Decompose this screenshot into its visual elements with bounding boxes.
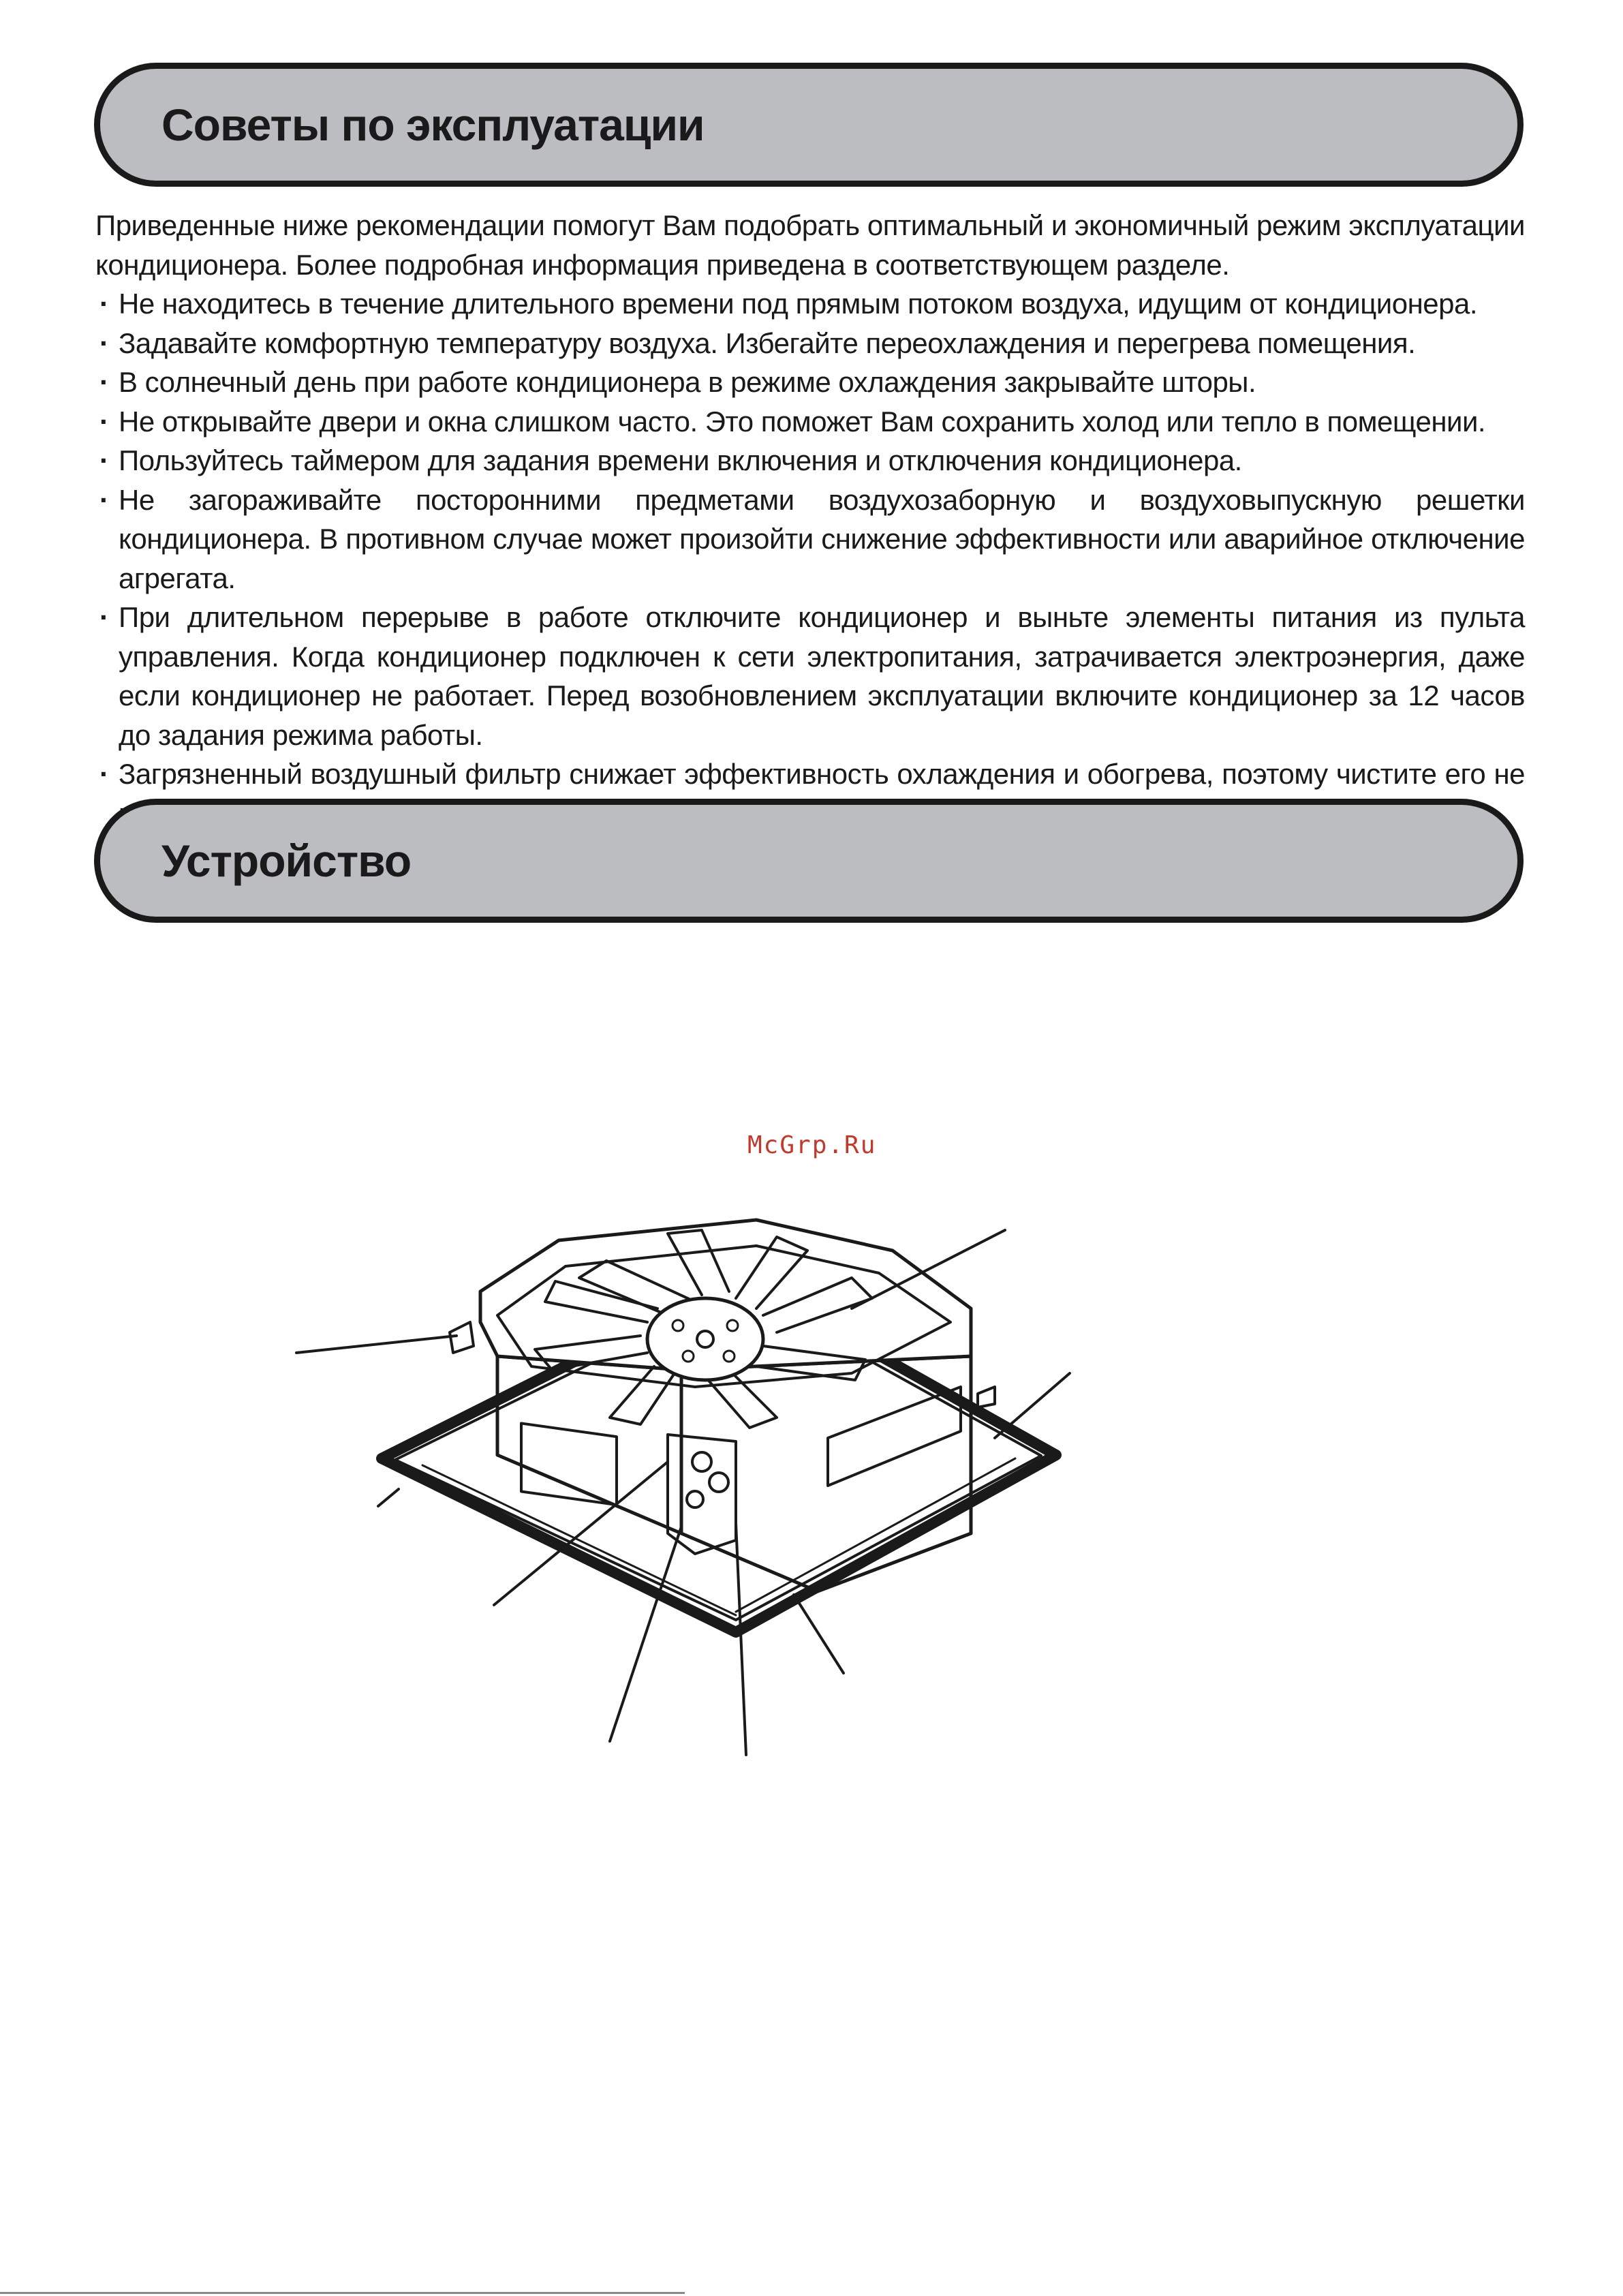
tip-item: · Не открывайте двери и окна слишком часто. Это поможет Вам сохранить холод или тепло в помещении. [95, 402, 1525, 442]
tips-body [95, 206, 1525, 833]
bullet-icon: · [99, 444, 109, 476]
bullet-icon: · [99, 758, 109, 790]
bullet-icon: · [99, 483, 109, 516]
intro-paragraph: Приведенные ниже рекомендации помогут Вам подобрать оптимальный и экономичный режим эксплуатации кондиционера. Более подробная информация приведена в соответствующем разделе. [95, 209, 1525, 281]
tip-item: · Не находитесь в течение длительного времени под прямым потоком воздуха, идущим от кондиционера. [95, 284, 1525, 324]
section-title-device: Устройство [161, 836, 412, 886]
tips-list [95, 284, 1525, 833]
bullet-icon: · [99, 366, 109, 398]
bullet-icon: · [99, 405, 109, 438]
footer-rule [0, 2292, 685, 2294]
tip-item: · Не загораживайте посторонними предметами воздухозаборную и воздуховыпускную решетки кондиционера. В противном случае может произойти снижение эффективности или аварийное отключение агрегата. [95, 480, 1525, 598]
watermark: McGrp.Ru [747, 1131, 877, 1159]
bullet-icon: · [99, 326, 109, 359]
tip-item: · Загрязненный воздушный фильтр снижает эффективность охлаждения и обогрева, поэтому чистите его не [95, 754, 1525, 833]
fan-hub [647, 1298, 763, 1380]
tip-item: · Пользуйтесь таймером для задания времени включения и отключения кондиционера. [95, 441, 1525, 480]
bullet-icon: · [99, 601, 109, 633]
hanging-bracket-right [978, 1387, 995, 1407]
tip-item: · В солнечный день при работе кондиционера в режиме охлаждения закрывайте шторы. [95, 363, 1525, 402]
section-header-tips [94, 63, 1524, 187]
bullet-icon: · [99, 288, 109, 320]
tip-item: · Задавайте комфортную температуру воздуха. Избегайте переохлаждения и перегрева помещения. [95, 324, 1525, 363]
section-title-tips: Советы по эксплуатации [161, 100, 705, 150]
section-header-device [94, 799, 1524, 923]
tip-item: · При длительном перерыве в работе отключите кондиционер и выньте элементы питания из пульта управления. Когда кондиционер подключен к сети электропитания, затрачивается электроэнергия, даже если кондиционер не работает. Перед возобновлением эксплуатации включите кондиционер за 12 часов до задания режима работы. [95, 598, 1525, 754]
air-conditioner-diagram [286, 1213, 1131, 1792]
